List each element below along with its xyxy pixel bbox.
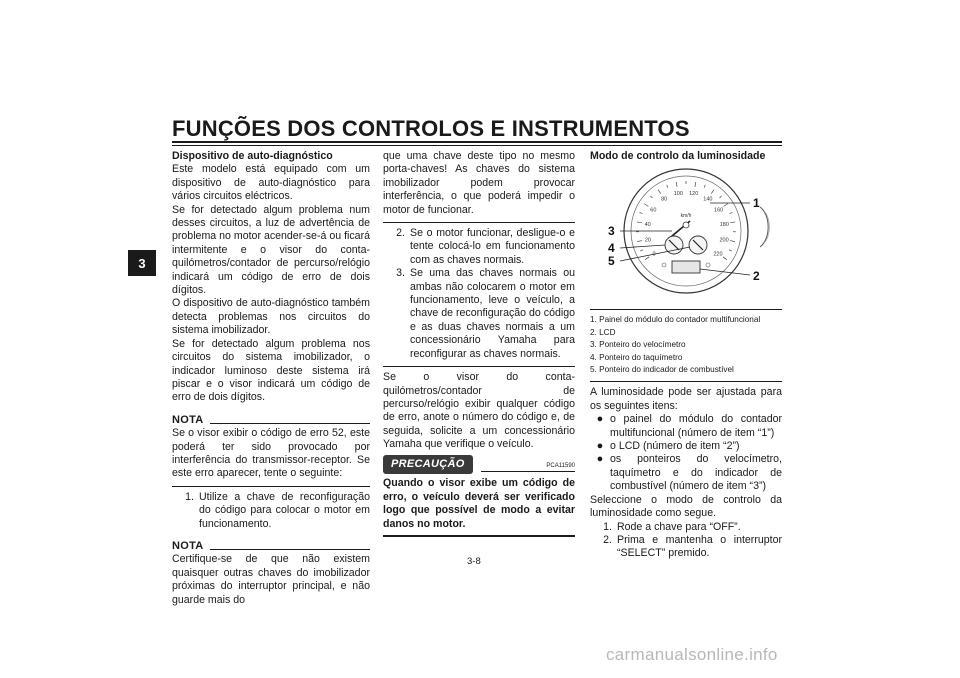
column-2 <box>383 150 575 541</box>
nota-rule <box>210 423 370 424</box>
scale-tick <box>729 250 732 251</box>
scale-tick <box>704 185 705 188</box>
scale-tick <box>640 250 643 251</box>
scale-tick <box>640 213 643 214</box>
step-number: 1. <box>603 520 612 533</box>
scale-number: 220 <box>713 251 723 258</box>
legend-item: 4. Ponteiro do taquímetro <box>590 352 683 362</box>
header-rule-thin <box>172 145 782 146</box>
list-item <box>590 440 782 453</box>
scale-tick <box>658 190 661 194</box>
bullet-icon: ● <box>596 453 604 466</box>
scale-number: 200 <box>719 237 729 244</box>
bullet-text: os ponteiros do velocímetro, taquímetro e do indicador de combustível (número de item “3”) <box>610 453 782 493</box>
paragraph: que uma chave deste tipo no mesmo porta-chaves! As chaves do sistema imobilizador podem provocar interferência, o que poderá impedir o motor de funcionar. <box>383 150 575 216</box>
scale-tick <box>676 182 677 187</box>
scale-tick <box>730 213 733 214</box>
divider <box>383 366 575 367</box>
step-number: 2. <box>603 533 612 546</box>
watermark: carmanualsonline.info <box>606 645 778 664</box>
bullet-icon: ● <box>596 440 604 453</box>
side-knob <box>760 207 768 247</box>
scale-tick <box>637 241 642 242</box>
list-item <box>383 227 575 267</box>
legend-item: 3. Ponteiro do velocímetro <box>590 340 686 350</box>
paragraph: A luminosidade pode ser ajustada para os seguintes itens: <box>590 386 782 412</box>
scale-tick <box>650 196 652 198</box>
figure-legend <box>590 314 782 376</box>
section-heading-self-diagnosis: Dispositivo de auto-diagnóstico <box>172 150 333 162</box>
page-header-title: FUNÇÕES DOS CONTROLOS E INSTRUMENTOS <box>172 116 690 141</box>
step-text: Se uma das chaves normais ou ambas não colocarem o motor em funcionamento, leve o veículo, a chave de reconfiguração do código e as duas chaves normais a um concessionário Yamaha para reconfigurar as chaves normais. <box>410 267 575 360</box>
paragraph: Este modelo está equipado com um dispositivo de auto-diagnóstico para vários circuitos eléctricos. <box>172 163 370 203</box>
instrument-panel-figure <box>590 165 782 305</box>
section-heading-brightness: Modo de controlo da luminosidade <box>590 150 766 162</box>
scale-number: 120 <box>689 191 699 198</box>
caution-end-rule <box>383 535 575 537</box>
callout-number-2: 2 <box>753 269 760 284</box>
bullet-icon: ● <box>596 413 604 426</box>
scale-tick <box>723 257 727 260</box>
nota-heading <box>172 540 370 553</box>
nota-rule <box>210 549 370 550</box>
page-number: 3-8 <box>467 556 481 567</box>
list-item <box>590 534 782 561</box>
list-item <box>172 491 370 531</box>
step-text: Se o motor funcionar, desligue-o e tente colocá-lo em funcionamento com as chaves normais. <box>410 227 575 266</box>
callout-line-5 <box>620 247 690 261</box>
step-number: 2. <box>396 227 405 240</box>
scale-tick <box>645 257 649 260</box>
header-rule <box>172 141 782 143</box>
step-list <box>172 491 370 531</box>
scale-number: 20 <box>644 237 651 244</box>
scale-number: 100 <box>673 191 683 198</box>
nota-heading <box>172 414 370 427</box>
paragraph: Seleccione o modo de controlo da luminosidade como segue. <box>590 493 782 520</box>
scale-number: 80 <box>661 197 668 204</box>
list-item <box>590 453 782 493</box>
step-list <box>590 521 782 561</box>
scale-tick <box>719 196 721 198</box>
chapter-tab: 3 <box>128 250 156 276</box>
figure-divider <box>590 309 782 310</box>
scale-tick <box>711 190 714 194</box>
nota-text: Certifique-se de que não existem quaisquer outras chaves do imobilizador próximas do interruptor principal, e não guarde mais do <box>172 553 370 606</box>
bullet-text: o LCD (número de item “2”) <box>610 440 740 453</box>
scale-tick <box>637 222 642 223</box>
scale-number: 160 <box>714 208 724 215</box>
paragraph: Se o visor do conta-quilómetros/contador de percurso/relógio exibir qualquer código de erro, anote o número do código e, de seguida, solicite a um concessionário Yamaha que verifique o veículo. <box>383 371 575 451</box>
scale-number: 140 <box>703 197 713 204</box>
callout-number-3: 3 <box>608 224 615 239</box>
list-item <box>590 521 782 534</box>
column-3 <box>590 150 782 561</box>
callout-number-5: 5 <box>608 254 615 269</box>
legend-item: 5. Ponteiro do indicador de combustível <box>590 365 734 375</box>
caution-badge: PRECAUÇÃO <box>383 455 473 474</box>
step-text: Rode a chave para “OFF”. <box>617 520 741 533</box>
needle-hub <box>683 222 689 228</box>
step-text: Prima e mantenha o interruptor “SELECT” premido. <box>617 533 782 560</box>
legend-divider <box>590 381 782 382</box>
scale-tick <box>730 222 735 223</box>
step-text: Utilize a chave de reconfiguração do código para colocar o motor em funcionamento. <box>199 490 370 530</box>
column-1 <box>172 150 370 607</box>
scale-number: 40 <box>644 222 651 229</box>
list-item <box>590 413 782 440</box>
legend-item: 2. LCD <box>590 327 616 337</box>
lcd-display <box>672 261 700 273</box>
nota-text: Se o visor exibir o código de erro 52, este poderá ter sido provocado por interferência do transmissor-receptor. Se este erro aparecer, tente o seguinte: <box>172 427 370 480</box>
paragraph: Se for detectado algum problema num desses circuitos, a luz de advertência de problema no motor acender-se-á ou ficará intermitente e o visor do conta-quilómetros/contador de percurso/relógio indicará um código de erro de dois dígitos. <box>172 203 370 297</box>
scale-number: 60 <box>650 208 657 215</box>
callout-number-1: 1 <box>753 196 760 211</box>
nota-label: NOTA <box>172 539 204 552</box>
scale-tick <box>724 204 728 207</box>
callout-line-4 <box>620 245 665 248</box>
scale-tick <box>644 204 648 207</box>
indicator-lamp <box>706 263 710 267</box>
divider <box>172 486 370 487</box>
nota-label: NOTA <box>172 413 204 426</box>
scale-number: 180 <box>719 222 729 229</box>
list-item <box>383 267 575 361</box>
bullet-text: o painel do módulo do contador multifuncional (número de item “1”) <box>610 413 782 439</box>
bullet-list <box>590 413 782 493</box>
paragraph: Se for detectado algum problema nos circuitos do sistema imobilizador, o indicador luminoso deste sistema irá piscar e o visor indicará um código de erro de dois dígitos. <box>172 337 370 404</box>
scale-tick <box>730 241 735 242</box>
step-number: 3. <box>396 267 405 280</box>
callout-number-4: 4 <box>608 241 615 256</box>
indicator-lamp <box>662 263 666 267</box>
caution-code: PCA11590 <box>546 462 575 469</box>
unit-label: km/h <box>680 213 692 220</box>
scale-tick <box>667 185 668 188</box>
caution-text: Quando o visor exibe um código de erro, o veículo deverá ser verificado logo que possível de modo a evitar danos no motor. <box>383 477 575 530</box>
step-list <box>383 227 575 361</box>
step-number: 1. <box>185 490 194 503</box>
scale-tick <box>695 182 696 187</box>
divider <box>383 222 575 223</box>
paragraph: O dispositivo de auto-diagnóstico também detecta problemas nos circuitos do sistema imobilizador. <box>172 297 370 337</box>
legend-item: 1. Painel do módulo do contador multifuncional <box>590 315 761 325</box>
